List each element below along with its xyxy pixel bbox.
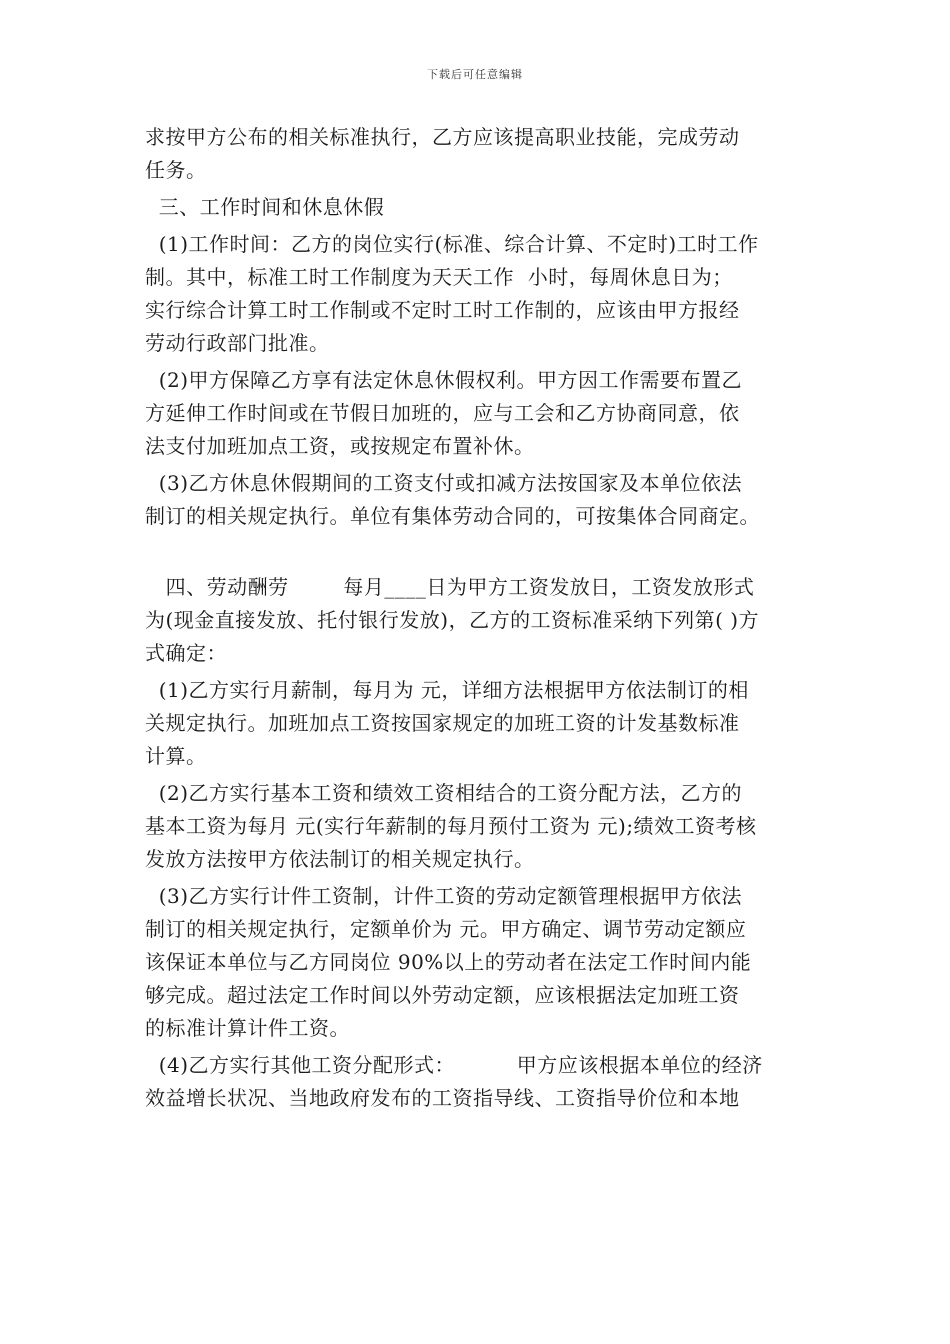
paragraph-continuation bbox=[145, 121, 810, 187]
text-line: (4)乙方实行其他工资分配形式： 甲方应该根据本单位的经济 bbox=[145, 1053, 763, 1077]
text-line: (2)乙方实行基本工资和绩效工资相结合的工资分配方法，乙方的 bbox=[145, 781, 743, 805]
paragraph-work-time-3 bbox=[145, 467, 810, 533]
text-line: 基本工资为每月 元(实行年薪制的每月预付工资为 元);绩效工资考核 bbox=[145, 814, 757, 838]
document-body bbox=[145, 121, 810, 1115]
text-line: 制订的相关规定执行，定额单价为 元。甲方确定、调节劳动定额应 bbox=[145, 917, 747, 941]
text-line: 制订的相关规定执行。单位有集体劳动合同的，可按集体合同商定。 bbox=[145, 504, 760, 528]
section-heading: 三、工作时间和休息休假 bbox=[145, 195, 385, 219]
paragraph-remuneration-2 bbox=[145, 777, 810, 876]
text-line: (3)乙方实行计件工资制，计件工资的劳动定额管理根据甲方依法 bbox=[145, 884, 743, 908]
text-line: 为(现金直接发放、托付银行发放)，乙方的工资标准采纳下列第( )方 bbox=[145, 608, 760, 632]
text-line: 该保证本单位与乙方同岗位 90%以上的劳动者在法定工作时间内能 bbox=[145, 950, 752, 974]
paragraph-work-time-2 bbox=[145, 364, 810, 463]
text-line: (2)甲方保障乙方享有法定休息休假权利。甲方因工作需要布置乙 bbox=[145, 368, 743, 392]
text-line: 制。其中，标准工时工作制度为天天工作 小时，每周休息日为； bbox=[145, 265, 733, 289]
text-line: 发放方法按甲方依法制订的相关规定执行。 bbox=[145, 847, 535, 871]
paragraph-work-time-1 bbox=[145, 228, 810, 360]
text-line: 方延伸工作时间或在节假日加班的，应与工会和乙方协商同意，依 bbox=[145, 401, 740, 425]
text-line: 效益增长状况、当地政府发布的工资指导线、工资指导价位和本地 bbox=[145, 1086, 740, 1110]
text-line: 够完成。超过法定工作时间以外劳动定额，应该根据法定加班工资 bbox=[145, 983, 740, 1007]
paragraph-remuneration-3 bbox=[145, 880, 810, 1045]
text-line: 法支付加班加点工资，或按规定布置补休。 bbox=[145, 434, 535, 458]
text-line: 式确定： bbox=[145, 641, 227, 665]
text-line: 计算。 bbox=[145, 744, 207, 768]
section-heading-remuneration bbox=[145, 571, 810, 670]
text-line: 关规定执行。加班加点工资按国家规定的加班工资的计发基数标准 bbox=[145, 711, 740, 735]
text-line: 劳动行政部门批准。 bbox=[145, 331, 330, 355]
text-line: 四、劳动酬劳 每月____日为甲方工资发放日，工资发放形式 bbox=[145, 575, 755, 599]
text-line: 实行综合计算工时工作制或不定时工时工作制的，应该由甲方报经 bbox=[145, 298, 740, 322]
text-line: (1)工作时间：乙方的岗位实行(标准、综合计算、不定时)工时工作 bbox=[145, 232, 759, 256]
section-heading-work-time bbox=[145, 191, 810, 224]
text-line: 的标准计算计件工资。 bbox=[145, 1016, 350, 1040]
paragraph-remuneration-1 bbox=[145, 674, 810, 773]
page-header: 下载后可任意编辑 bbox=[427, 68, 523, 81]
paragraph-remuneration-4 bbox=[145, 1049, 810, 1115]
text-line: (1)乙方实行月薪制，每月为 元，详细方法根据甲方依法制订的相 bbox=[145, 678, 749, 702]
text-line: (3)乙方休息休假期间的工资支付或扣减方法按国家及本单位依法 bbox=[145, 471, 743, 495]
text-line: 求按甲方公布的相关标准执行，乙方应该提高职业技能，完成劳动 bbox=[145, 125, 740, 149]
text-line: 任务。 bbox=[145, 158, 207, 182]
